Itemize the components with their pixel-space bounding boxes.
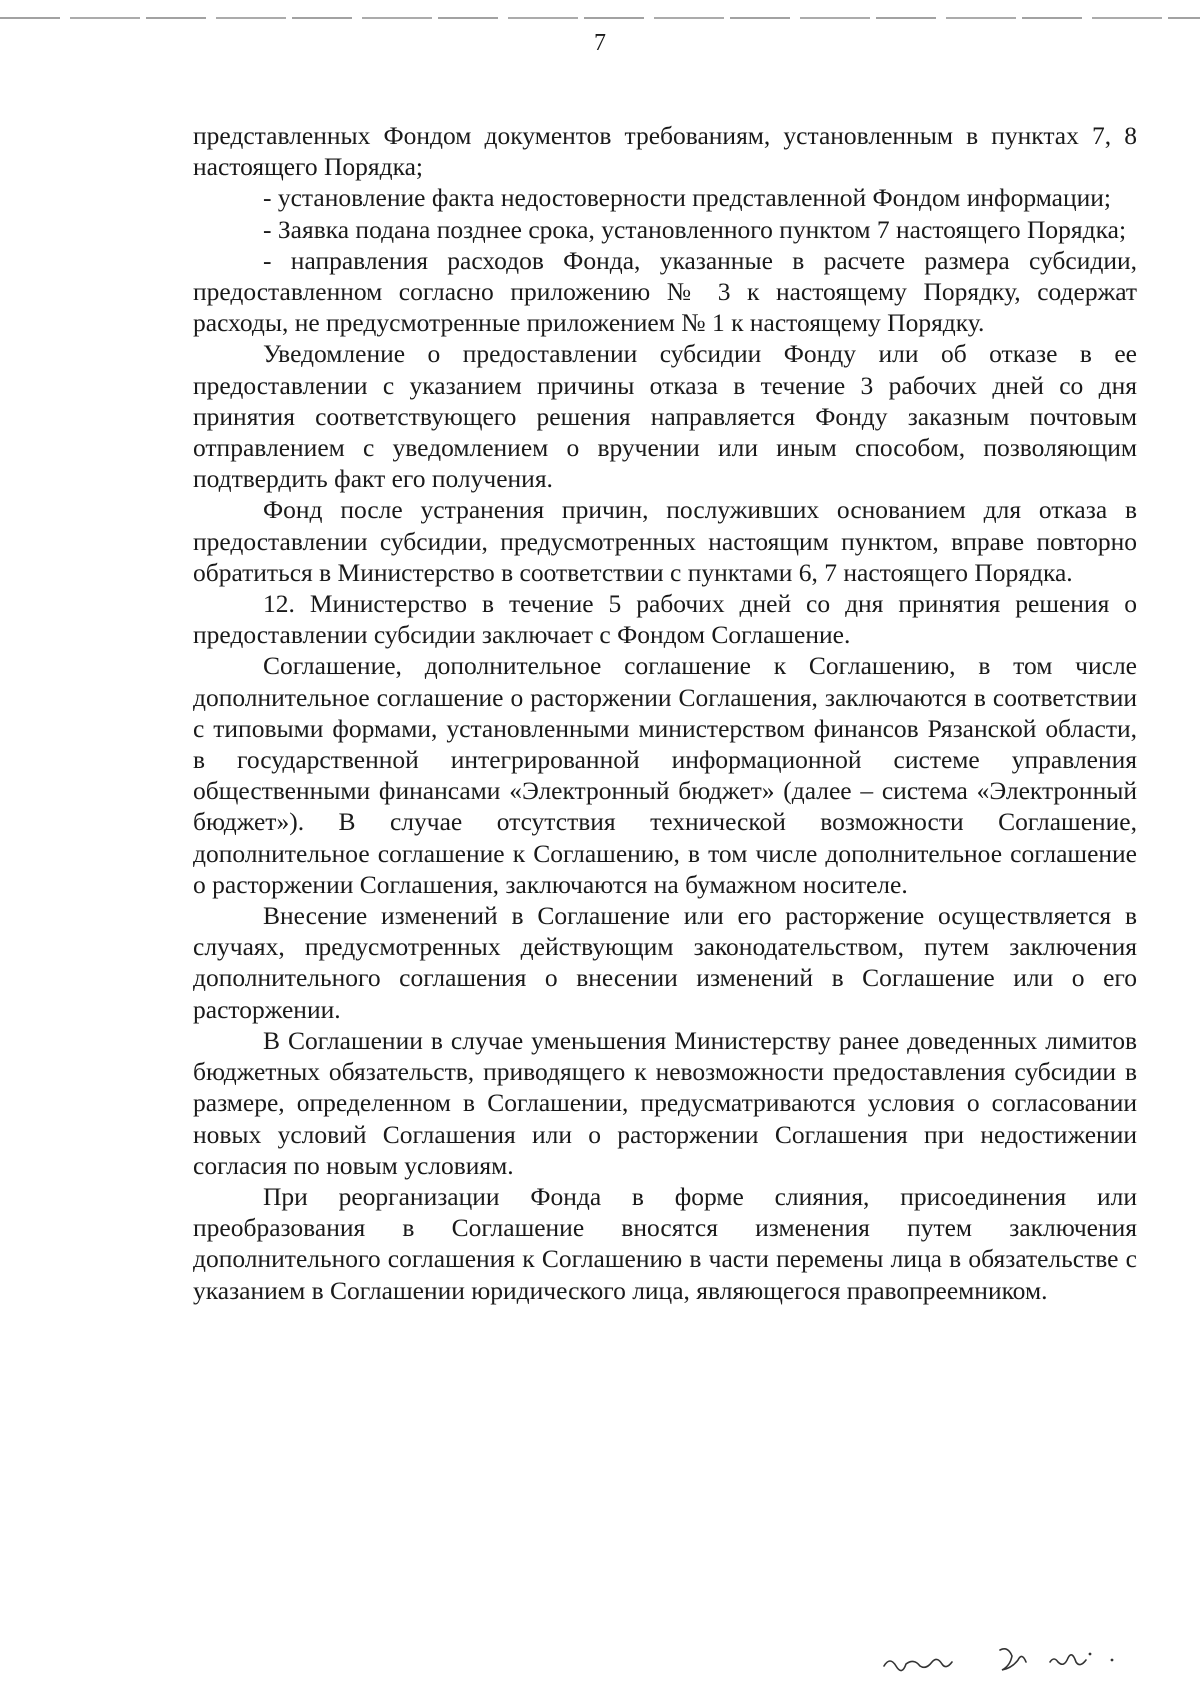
paragraph: При реорганизации Фонда в форме слияния, присоединения или преобразования в Соглашение вносятся изменения путем заключения дополнительного соглашения к Соглашению в части перемены лица в обязательстве с указанием в Соглашении юридического лица, являющегося правопреемником. <box>193 1181 1137 1305</box>
paragraph: Уведомление о предоставлении субсидии Фонду или об отказе в ее предоставлении с указанием причины отказа в течение 3 рабочих дней со дня принятия соответствующего решения направляется Фонду заказным почтовым отправлением с уведомлением о вручении или иным способом, позволяющим подтвердить факт его получения. <box>193 339 1137 494</box>
paragraph: Соглашение, дополнительное соглашение к Соглашению, в том числе дополнительное соглашение о расторжении Соглашения, заключаются в соответствии с типовыми формами, установленными министерством финансов Рязанской области, в государственной интегрированной информационной системе управления общественными финансами «Электронный бюджет» (далее – система «Электронный бюджет»). В случае отсутствия технической возможности Соглашение, дополнительное соглашение к Соглашению, в том числе дополнительное соглашение о расторжении Соглашения, заключаются на бумажном носителе. <box>193 651 1137 899</box>
paragraph: Внесение изменений в Соглашение или его расторжение осуществляется в случаях, предусмотренных действующим законодательством, путем заключения дополнительного соглашения о внесении изменений в Соглашение или о его расторжении. <box>193 901 1137 1024</box>
scan-edge-line <box>0 17 1200 19</box>
paragraph: В Соглашении в случае уменьшения Министерству ранее доведенных лимитов бюджетных обязательств, приводящего к невозможности предоставления субсидии в размере, определенном в Соглашении, предусматриваются условия о согласовании новых условий Соглашения или о расторжении Соглашения при недостижении согласия по новым условиям. <box>193 1025 1137 1180</box>
paragraph: - Заявка подана позднее срока, установленного пунктом 7 настоящего Порядка; <box>263 214 1127 244</box>
paragraph: - установление факта недостоверности представленной Фондом информации; <box>263 183 1111 213</box>
paragraph: Фонд после устранения причин, послуживших основанием для отказа в предоставлении субсидии, предусмотренных настоящим пунктом, вправе повторно обратиться в Министерство в соответствии с пунктами 6, 7 настоящего Порядка. <box>193 495 1137 587</box>
document-body <box>193 120 1137 1306</box>
paragraph: - направления расходов Фонда, указанные в расчете размера субсидии, предоставленном согласно приложению № 3 к настоящему Порядку, содержат расходы, не предусмотренные приложением № 1 к настоящему Порядку. <box>193 245 1137 338</box>
paragraph: представленных Фондом документов требованиям, установленным в пунктах 7, 8 настоящего Порядка; <box>193 121 1137 182</box>
handwritten-initials <box>880 1640 1140 1680</box>
page-number: 7 <box>594 30 606 56</box>
paragraph: 12. Министерство в течение 5 рабочих дней со дня принятия решения о предоставлении субсидии заключает с Фондом Соглашение. <box>193 589 1137 650</box>
